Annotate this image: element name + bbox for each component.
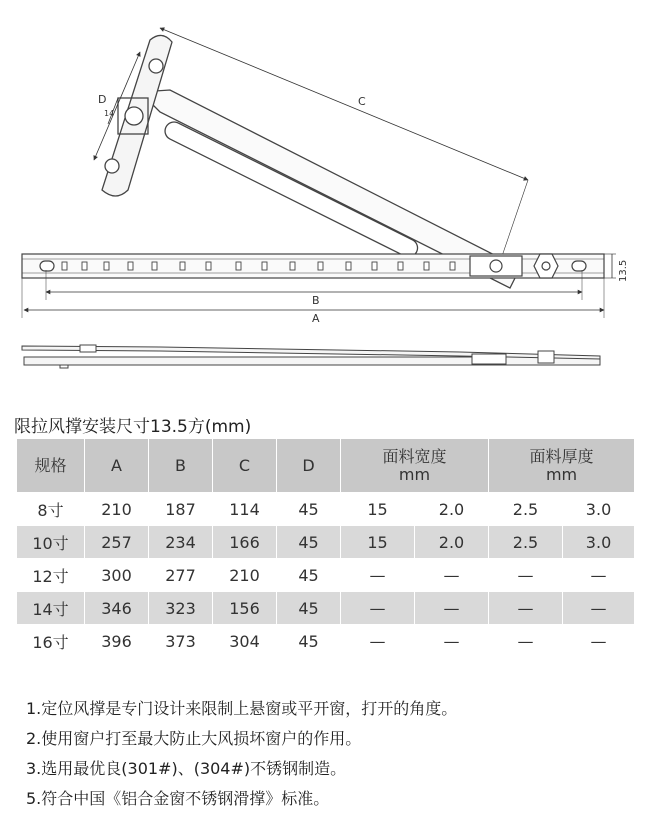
section-title: 限拉风撑安装尺寸13.5方(mm) (14, 417, 252, 437)
table-cell: — (415, 625, 489, 658)
table-cell: 277 (149, 559, 213, 592)
table-cell: — (489, 559, 563, 592)
header-width-unit: mm (398, 464, 431, 484)
diagonal-arm (102, 35, 520, 288)
table-cell: — (341, 592, 415, 625)
table-cell: 166 (213, 526, 277, 559)
side-profile-view (22, 345, 600, 368)
table-row (17, 592, 635, 625)
table-cell: 45 (277, 493, 341, 526)
note-item: 3.选用最优良(301#)、(304#)不锈钢制造。 (26, 759, 347, 778)
header-thickness-unit: mm (545, 464, 578, 484)
header-d: D (277, 439, 341, 493)
table-cell: 257 (85, 526, 149, 559)
table-cell: 2.5 (489, 493, 563, 526)
table-cell: 2.5 (489, 526, 563, 559)
table-cell: — (563, 559, 635, 592)
table-cell: 3.0 (563, 526, 635, 559)
table-cell: 45 (277, 559, 341, 592)
dimension-small-label: 14 (104, 109, 115, 118)
notes-list (26, 694, 457, 814)
note-item: 1.定位风撑是专门设计来限制上悬窗或平开窗，打开的角度。 (26, 699, 458, 718)
table-cell: 300 (85, 559, 149, 592)
table-cell: 210 (213, 559, 277, 592)
table-cell: 210 (85, 493, 149, 526)
table-cell: 15 (341, 526, 415, 559)
header-width-label: 面料宽度 (382, 446, 447, 466)
table-row (17, 559, 635, 592)
table-cell: 156 (213, 592, 277, 625)
dimension-c-label: C (358, 95, 366, 108)
table-cell: — (563, 625, 635, 658)
horizontal-track (22, 254, 604, 278)
table-cell: 304 (213, 625, 277, 658)
table-cell: 15 (341, 493, 415, 526)
table-cell: 12寸 (17, 559, 85, 592)
table-cell: 323 (149, 592, 213, 625)
header-b: B (149, 439, 213, 493)
table-cell: — (415, 592, 489, 625)
dimension-height-label: 13.5 (618, 259, 629, 282)
table-cell: 45 (277, 592, 341, 625)
technical-drawing (0, 0, 650, 400)
table-cell: — (563, 592, 635, 625)
spec-table (16, 438, 635, 658)
note-item: 5.符合中国《铝合金窗不锈钢滑撑》标准。 (26, 789, 330, 808)
table-cell: 16寸 (17, 625, 85, 658)
dimension-b-label: B (312, 294, 320, 307)
note-item: 2.使用窗户打至最大防止大风损坏窗户的作用。 (26, 729, 362, 748)
table-header-row (17, 439, 635, 493)
dimension-a-label: A (312, 312, 320, 325)
dimension-d-label: D (98, 93, 107, 106)
header-width-group (341, 439, 489, 493)
table-row (17, 625, 635, 658)
header-a: A (85, 439, 149, 493)
table-cell: 3.0 (563, 493, 635, 526)
header-c: C (213, 439, 277, 493)
table-row (17, 526, 635, 559)
header-spec: 规格 (17, 439, 85, 493)
table-cell: — (415, 559, 489, 592)
table-cell: 234 (149, 526, 213, 559)
header-thickness-group (489, 439, 635, 493)
table-cell: 2.0 (415, 526, 489, 559)
table-cell: 373 (149, 625, 213, 658)
table-cell: 114 (213, 493, 277, 526)
table-cell: 346 (85, 592, 149, 625)
table-cell: 396 (85, 625, 149, 658)
table-cell: — (489, 625, 563, 658)
table-cell: 14寸 (17, 592, 85, 625)
table-cell: — (341, 559, 415, 592)
table-cell: 2.0 (415, 493, 489, 526)
table-cell: — (341, 625, 415, 658)
table-cell: 10寸 (17, 526, 85, 559)
dimension-height (604, 254, 629, 282)
header-thickness-label: 面料厚度 (529, 446, 594, 466)
table-cell: 8寸 (17, 493, 85, 526)
table-cell: 187 (149, 493, 213, 526)
table-cell: 45 (277, 625, 341, 658)
table-cell: — (489, 592, 563, 625)
table-row (17, 493, 635, 526)
table-cell: 45 (277, 526, 341, 559)
